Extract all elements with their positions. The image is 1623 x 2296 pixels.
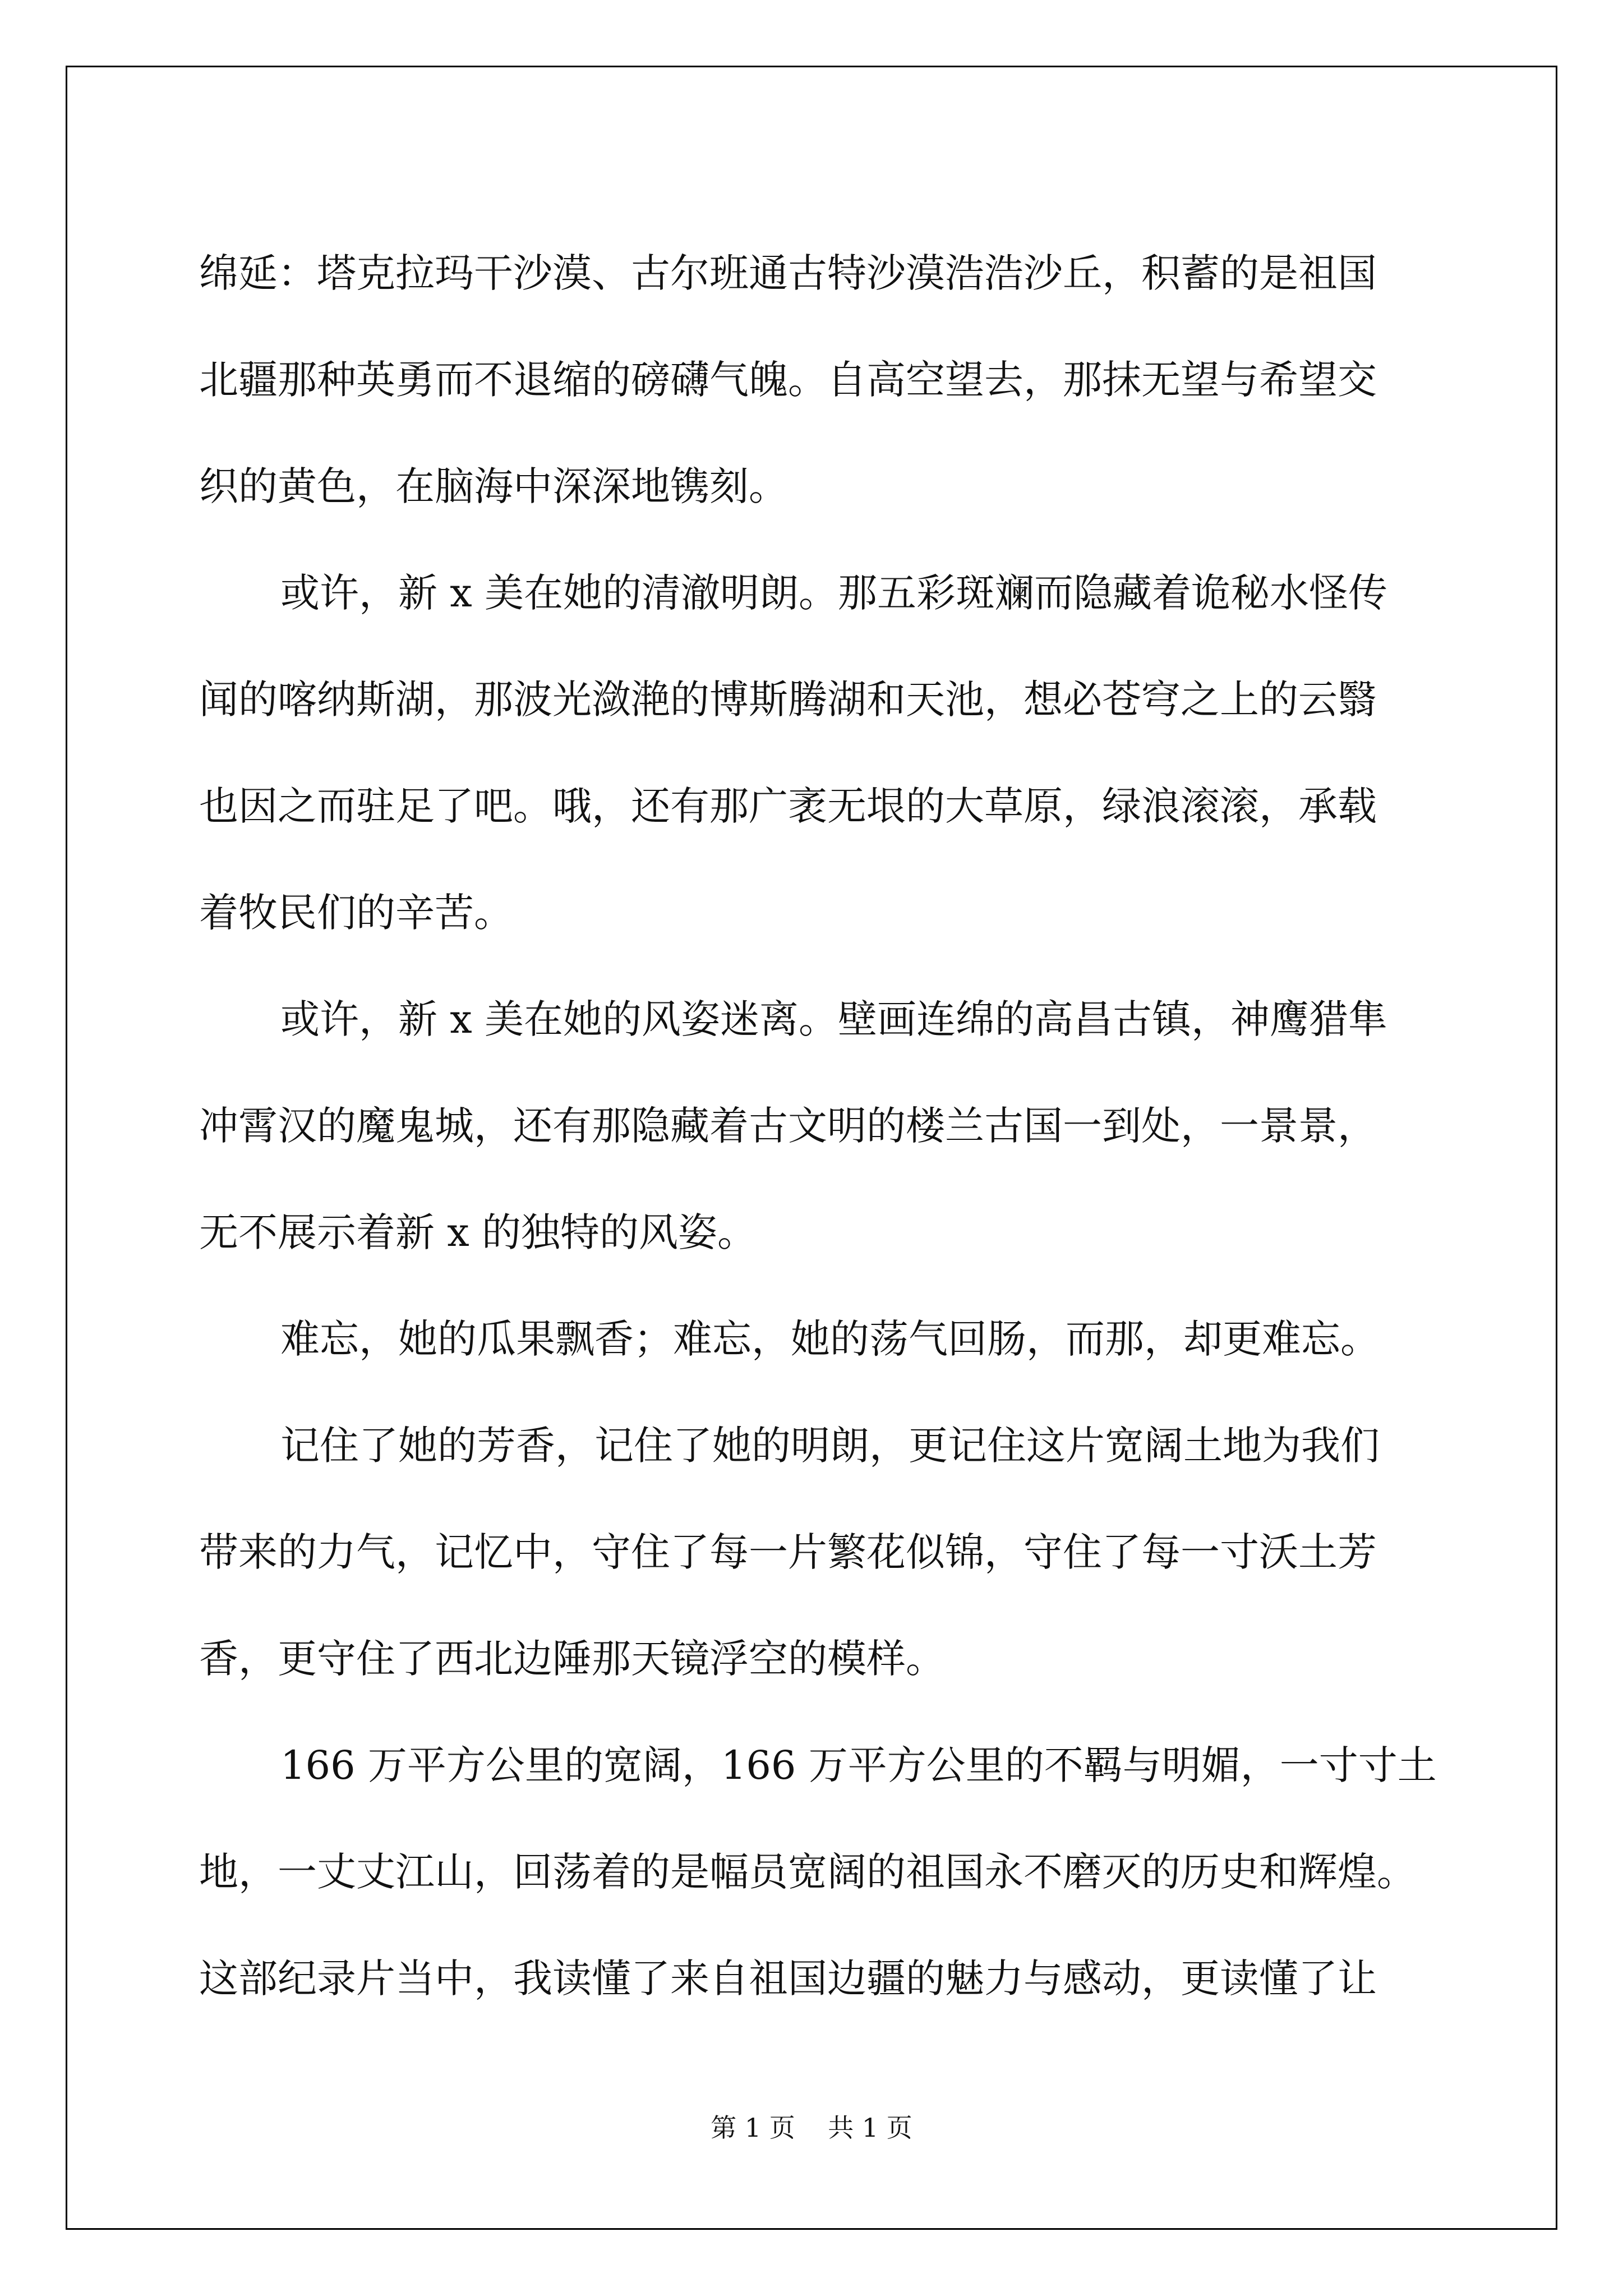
text-line: 这部纪录片当中，我读懂了来自祖国边疆的魅力与感动，更读懂了让	[199, 1955, 1377, 2001]
text-line: 闻的喀纳斯湖，那波光潋滟的博斯腾湖和天池，想必苍穹之上的云翳	[199, 677, 1377, 723]
document-body	[199, 220, 1437, 2032]
text-line: 记住了她的芳香，记住了她的明朗，更记住这片宽阔土地为我们	[280, 1423, 1380, 1469]
text-line: 或许，新 x 美在她的风姿迷离。壁画连绵的高昌古镇，神鹰猎隼	[280, 996, 1387, 1042]
text-line: 也因之而驻足了吧。哦，还有那广袤无垠的大草原，绿浪滚滚，承载	[199, 783, 1377, 829]
text-line: 织的黄色，在脑海中深深地镌刻。	[199, 463, 788, 509]
text-line: 冲霄汉的魔鬼城，还有那隐藏着古文明的楼兰古国一到处，一景景，	[199, 1103, 1377, 1149]
text-line: 无不展示着新 x 的独特的风姿。	[199, 1209, 757, 1255]
page-footer: 第 1 页 共 1 页	[711, 2113, 912, 2143]
text-line: 香，更守住了西北边陲那天镜浮空的模样。	[199, 1636, 945, 1682]
text-line: 带来的力气，记忆中，守住了每一片繁花似锦，守住了每一寸沃土芳	[199, 1529, 1377, 1575]
text-line: 或许，新 x 美在她的清澈明朗。那五彩斑斓而隐藏着诡秘水怪传	[280, 570, 1387, 616]
text-line: 北疆那种英勇而不退缩的磅礴气魄。自高空望去，那抹无望与希望交	[199, 357, 1377, 403]
text-line: 难忘，她的瓜果飘香；难忘，她的荡气回肠，而那，却更难忘。	[280, 1316, 1380, 1362]
text-line: 地，一丈丈江山，回荡着的是幅员宽阔的祖国永不磨灭的历史和辉煌。	[199, 1849, 1416, 1895]
text-line: 着牧民们的辛苦。	[199, 890, 513, 936]
text-line: 166 万平方公里的宽阔，166 万平方公里的不羁与明媚，一寸寸土	[280, 1742, 1437, 1788]
text-line: 绵延：塔克拉玛干沙漠、古尔班通古特沙漠浩浩沙丘，积蓄的是祖国	[199, 250, 1377, 296]
